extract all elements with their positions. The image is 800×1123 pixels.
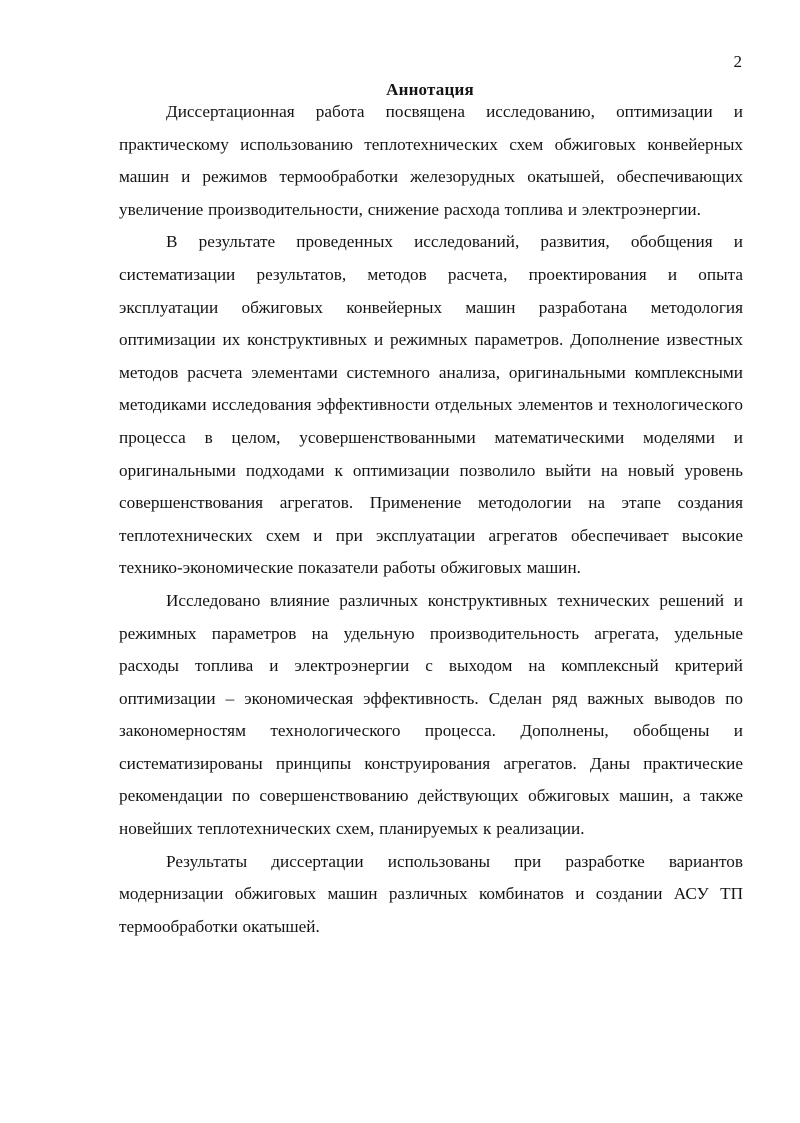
paragraph-3: Исследовано влияние различных конструктивных технических решений и режимных параметров на удельную производительность агрегата, удельные расходы топлива и электроэнергии с выходом на комплексный критерий оптимизации – экономическая эффективность. Сделан ряд важных выводов по закономерностям технологического процесса. Дополнены, обобщены и систематизированы принципы конструирования агрегатов. Даны практические рекомендации по совершенствованию действующих обжиговых машин, а также новейших теплотехнических схем, планируемых к реализации.: [119, 590, 743, 839]
paragraph-1: Диссертационная работа посвящена исследованию, оптимизации и практическому использованию теплотехнических схем обжиговых конвейерных машин и режимов термообработки железорудных окатышей, обеспечивающих увеличение производительности, снижение расхода топлива и электроэнергии.: [119, 102, 743, 219]
page-title: Аннотация: [386, 80, 474, 99]
abstract-body: [119, 96, 743, 943]
paragraph-4: Результаты диссертации использованы при разработке вариантов модернизации обжиговых машин различных комбинатов и создании АСУ ТП термообработки окатышей.: [119, 851, 743, 936]
paragraph-2: В результате проведенных исследований, развития, обобщения и систематизации результатов, методов расчета, проектирования и опыта эксплуатации обжиговых конвейерных машин разработана методология оптимизации их конструктивных и режимных параметров. Дополнение известных методов расчета элементами системного анализа, оригинальными комплексными методиками исследования эффективности отдельных элементов и технологического процесса в целом, усовершенствованными математическими моделями и оригинальными подходами к оптимизации позволило выйти на новый уровень совершенствования агрегатов. Применение методологии на этапе создания теплотехнических схем и при эксплуатации агрегатов обеспечивает высокие технико-экономические показатели работы обжиговых машин.: [119, 232, 743, 578]
page-number: 2: [733, 52, 742, 71]
